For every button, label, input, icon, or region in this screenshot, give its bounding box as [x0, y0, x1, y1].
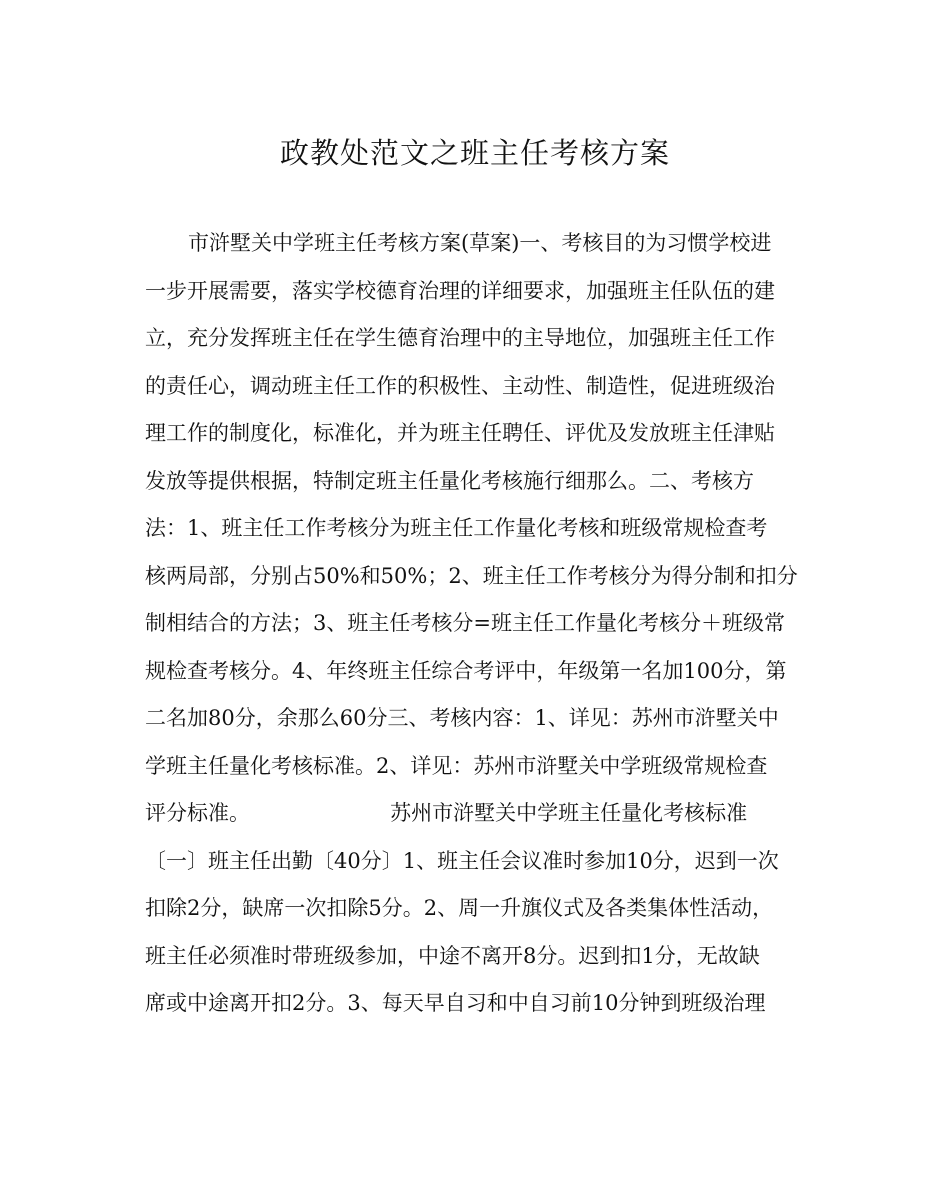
document-body [145, 220, 815, 1028]
body-line: 理工作的制度化，标准化，并为班主任聘任、评优及发放班主任津贴 [145, 421, 775, 445]
body-line: 席或中途离开扣2分。3、每天早自习和中自习前10分钟到班级治理 [145, 991, 766, 1015]
document-title: 政教处范文之班主任考核方案 [279, 136, 670, 170]
body-line: 规检查考核分。4、年终班主任综合考评中，年级第一名加100分，第 [145, 658, 787, 683]
body-line: 评分标准。 苏州市浒墅关中学班主任量化考核标准 [145, 801, 748, 825]
body-line: 扣除2分，缺席一次扣除5分。2、周一升旗仪式及各类集体性活动， [145, 896, 774, 920]
body-line: 二名加80分，余那么60分三、考核内容：1、详见：苏州市浒墅关中 [145, 706, 779, 730]
body-line: 的责任心，调动班主任工作的积极性、主动性、制造性，促进班级治 [145, 373, 775, 398]
body-line: 法：1、班主任工作考核分为班主任工作量化考核和班级常规检查考 [145, 516, 768, 540]
body-line: 发放等提供根据，特制定班主任量化考核施行细那么。二、考核方 [145, 468, 754, 493]
body-line: 班主任必须准时带班级参加，中途不离开8分。迟到扣1分，无故缺 [145, 943, 760, 968]
body-line: 市浒墅关中学班主任考核方案(草案)一、考核目的为习惯学校进 [188, 231, 772, 255]
body-line: 一步开展需要，落实学校德育治理的详细要求，加强班主任队伍的建 [145, 278, 775, 303]
body-line: 〔一〕班主任出勤〔40分〕1、班主任会议准时参加10分，迟到一次 [145, 848, 779, 873]
body-line: 制相结合的方法；3、班主任考核分=班主任工作量化考核分＋班级常 [145, 611, 785, 635]
body-line: 学班主任量化考核标准。2、详见：苏州市浒墅关中学班级常规检查 [145, 753, 768, 778]
body-line: 核两局部，分别占50%和50%；2、班主任工作考核分为得分制和扣分 [145, 563, 798, 588]
body-line: 立，充分发挥班主任在学生德育治理中的主导地位，加强班主任工作 [145, 326, 775, 350]
